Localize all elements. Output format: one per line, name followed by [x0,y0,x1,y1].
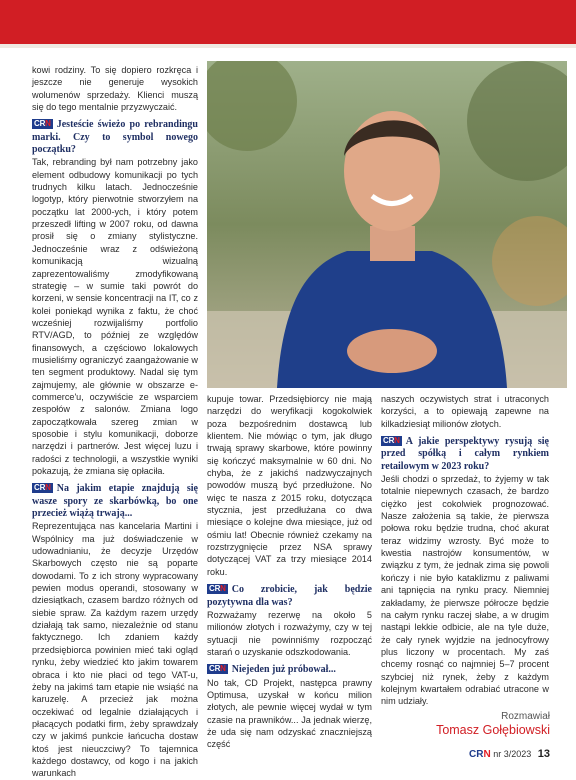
answer-tax-disputes-cont: kupuje towar. Przedsiębiorcy nie mają narzędzi do weryfikacji kogokolwiek poza bezpośrednim dostawcą lub klientem. Nie mówiąc o tym, jak długo trwają sprawy skarbowe, które powinny się kończyć maksymalnie w 60 dni. No chyba, że z jakichś nadzwyczajnych powodów muszą być przedłużone. No więc te nasza z 2015 roku, dotycząca stycznia, jest przedłużana co dwa miesiące o kolejne dwa miesiące, już od ośmiu lat! Obecnie również czekamy na rozstrzygnięcie przez NSA sprawy dotyczącej VAT za trzy miesiące 2014 roku. [207,394,372,577]
top-color-bar [0,0,576,44]
answer-many-tried-cont: naszych oczywistych strat i utraconych korzyści, a to opiewają zapewne na kilkadziesiąt milionów złotych. [381,394,549,429]
question-positive-ruling: CRN Co zrobicie, jak będzie pozytywna dla was? [207,584,372,608]
question-many-tried: CRN Niejeden już próbował... [209,664,336,676]
byline-label: Rozmawiał [501,711,550,722]
issue-number: nr 3/2023 [493,749,532,759]
column-3 [381,393,549,708]
interview-photo [207,61,567,388]
footer-logo: CRN [469,749,491,760]
column-2 [207,393,372,751]
page-number: 13 [537,748,550,760]
top-divider [0,44,576,48]
answer-rebranding: Tak, rebranding był nam potrzebny jako element odbudowy komunikacji po tych trudnych kilku latach. Jednocześnie logotyp, który pierwotnie stworzyłem na początku lat 2000-ych, i który potem przeszedł lifting w 2007 roku, od dawna prosił się o zmiany stylistyczne. Jednocześnie wraz z odświeżoną komunikacją wizualną zaprezentowaliśmy zmodyfikowaną strategię – w sumie taki powrót do korzeni, w sensie koncentracji na IT, co z kolei poniekąd wynika z faktu, że choć wcześniej rozwijaliśmy portfolio RTV/AGD, to później ze względów finansowych, a częściowo lokalowych musieliśmy ograniczyć zaangażowanie w ten segment produktowy. Nadal się tym zajmujemy, ale głównie w obszarze e-commerce'u, oczywiście ze wsparciem zespołów z salonów. Zmiana logo zapoczątkowała szereg zmian w sposobie i stylu komunikacji, doborze narzędzi i partnerów. Jest więcej luzu i radości z technologii, a wszystkie wyniki pokazują, że zmiana się opłaciła. [32,157,198,476]
byline [436,710,550,738]
answer-positive-ruling: Rozważamy rezerwę na około 5 milionów złotych i rozważymy, czy w tej sytuacji nie powinniśmy rozpocząć starań o uzyskanie odszkodowania. [207,609,372,657]
answer-many-tried: No tak, CD Projekt, następca prawny Optimusa, uzyskał w końcu milion złotych, ale pewnie więcej wydał w tym czasie na prawników... Ja jednak wierzę, że uda się nam odzyskać znaczniejszą część [207,677,372,750]
crn-badge: CRN [34,483,51,493]
question-perspectives: CRN A jakie perspektywy rysują się przed spółką i całym rynkiem retailowym w 2023 roku? [381,436,549,472]
page-footer [469,748,550,760]
intro-text: kowi rodziny. To się dopiero rozkręca i jeszcze nie generuje wysokich wolumenów sprzedaży. Klienci muszą się do tego mentalnie przyzwyczaić. [32,65,198,113]
crn-badge: CRN [209,584,226,594]
crn-badge: CRN [34,119,51,129]
answer-tax-disputes: Reprezentująca nas kancelaria Martini i Wspólnicy ma już doświadczenie w udowadnianiu, że decyzje Urzędów Skarbowych często nie są poparte dowodami. To z ich strony wypracowany pewien modus operandi, stosowany w dziesiątkach, czasem bardzo różnych od siebie spraw. Za każdym razem urzędy działają tak samo, niezależnie od stanu faktycznego. Ich zdaniem każdy przedsiębiorca powinien mieć taki ogląd rynku, żeby wiedzieć kto jakim towarem obraca i kto nie płaci od tego VAT-u, żeby na jakimś tam etapie nie wsiąść na karuzelę. A przecież jak można oczekiwać od legalnie działających i płacących podatki firm, żeby sprawdzały czy w jakimś punkcie łańcucha dostaw ktoś jest nieuczciwy? To tajemnica każdego dostawcy, od kogo i na jakich warunkach [32,521,198,779]
crn-badge: CRN [209,664,226,674]
question-tax-disputes: CRN Na jakim etapie znajdują się wasze spory ze skarbówką, bo one przecież wiążą trwają... [32,483,198,520]
byline-author: Tomasz Gołębiowski [436,723,550,737]
question-rebranding: CRN Jesteście świeżo po rebrandingu marki. Czy to symbol nowego początku? [32,119,198,156]
answer-perspectives: Jeśli chodzi o sprzedaż, to żyjemy w tak totalnie niepewnych czasach, że bardzo ciężko jest cokolwiek prognozować. Nasze założenia są takie, że pierwsza połowa roku będzie trudna, choć akurat teraz widzimy wzrosty. Być może to kwestia nastrojów konsumentów, w związku z tym, że jednak zima się powoli kończy i nie było kataklizmu z paliwami ani tąpnięcia na rynku pracy. Niemniej zakładamy, że pierwsze półrocze będzie na całym rynku raczej słabe, a w drugim nastąpi lekkie odbicie, ale na tyle duże, że cały rynek wyjdzie na jednocyfrowy plus liczony w procentach. My zaś chcemy rosnąć co najmniej 5–7 procent szybciej niż rynek, żeby z każdym kolejnym kwartałem odrabiać utracone w nim udziały. [381,474,549,707]
column-1 [32,64,198,780]
crn-badge: CRN [383,436,400,446]
